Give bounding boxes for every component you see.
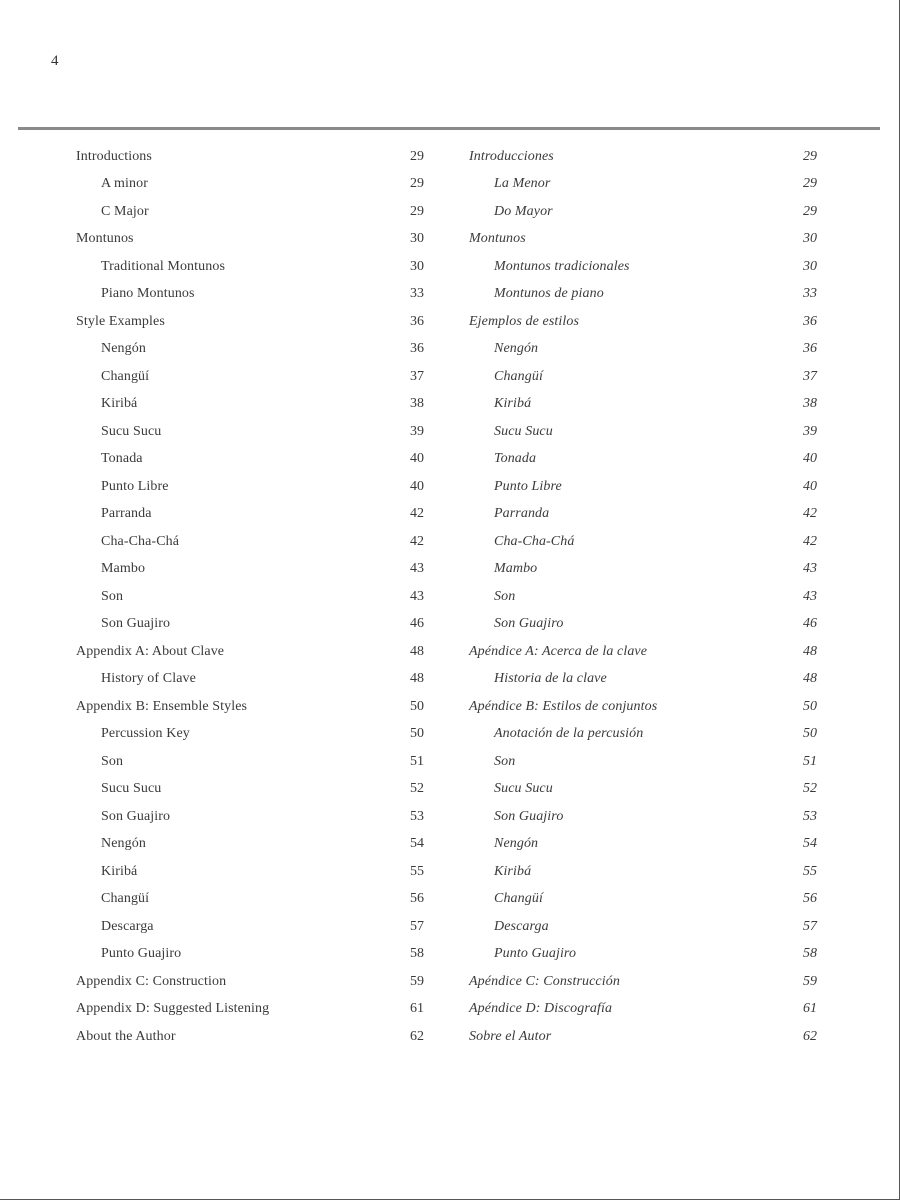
toc-spanish-entry <box>469 941 817 969</box>
toc-spanish-entry <box>469 748 817 776</box>
toc-spanish-entry-page: 62 <box>803 1028 817 1044</box>
toc-spanish-entry-title: Descarga <box>494 918 549 934</box>
toc-english-entry <box>76 418 424 446</box>
toc-spanish-entry-title: Sucu Sucu <box>494 781 553 797</box>
toc-english-entry-title: Kiribá <box>101 863 138 879</box>
toc-spanish-entry-page: 58 <box>803 946 817 962</box>
toc-spanish-entry-page: 59 <box>803 973 817 989</box>
toc-spanish-entry-page: 46 <box>803 616 817 632</box>
toc-spanish-entry <box>469 858 817 886</box>
toc-english-entry-title: Descarga <box>101 918 154 934</box>
toc-english-entry <box>76 666 424 694</box>
toc-english-entry-page: 37 <box>410 368 424 384</box>
toc-english-entry-title: Piano Montunos <box>101 286 195 302</box>
toc-english-entry-page: 42 <box>410 533 424 549</box>
toc-english-column <box>76 143 424 1051</box>
toc-spanish-entry <box>469 143 817 171</box>
toc-english-entry <box>76 501 424 529</box>
toc-spanish-entry-page: 43 <box>803 588 817 604</box>
toc-english-entry-page: 33 <box>410 286 424 302</box>
page-number: 4 <box>51 53 59 69</box>
toc-english-entry-page: 43 <box>410 588 424 604</box>
toc-english-entry <box>76 556 424 584</box>
toc-english-entry <box>76 803 424 831</box>
toc-english-entry <box>76 611 424 639</box>
toc-spanish-entry-title: Son Guajiro <box>494 616 564 632</box>
toc-spanish-entry <box>469 666 817 694</box>
toc-spanish-entry <box>469 501 817 529</box>
toc-spanish-entry-page: 48 <box>803 671 817 687</box>
toc-english-entry <box>76 886 424 914</box>
toc-spanish-entry <box>469 721 817 749</box>
toc-english-entry-title: Percussion Key <box>101 726 190 742</box>
toc-english-entry-title: Son Guajiro <box>101 808 171 824</box>
toc-spanish-entry-title: Kiribá <box>494 863 532 879</box>
toc-spanish-entry <box>469 198 817 226</box>
toc-english-entry-title: Punto Libre <box>101 478 169 494</box>
toc-english-entry <box>76 226 424 254</box>
toc-spanish-entry-page: 29 <box>803 148 817 164</box>
toc-spanish-entry-page: 43 <box>803 561 817 577</box>
toc-spanish-entry <box>469 583 817 611</box>
toc-spanish-entry-title: Changüí <box>494 891 543 907</box>
toc-english-entry-title: Style Examples <box>76 313 165 329</box>
toc-spanish-entry <box>469 336 817 364</box>
toc-spanish-entry-page: 39 <box>803 423 817 439</box>
toc-spanish-entry <box>469 226 817 254</box>
toc-spanish-entry-title: Parranda <box>494 506 550 522</box>
toc-english-entry-title: Tonada <box>101 451 143 467</box>
toc-spanish-entry-title: Sobre el Autor <box>469 1028 552 1044</box>
toc-english-entry-title: Sucu Sucu <box>101 423 162 439</box>
toc-english-entry-page: 58 <box>410 946 424 962</box>
toc-spanish-entry-page: 61 <box>803 1001 817 1017</box>
toc-spanish-entry-title: Anotación de la percusión <box>494 726 644 742</box>
toc-english-entry-title: A minor <box>101 176 148 192</box>
toc-english-entry <box>76 721 424 749</box>
toc-english-entry-page: 48 <box>410 643 424 659</box>
toc-english-entry-page: 50 <box>410 698 424 714</box>
toc-english-entry-title: Sucu Sucu <box>101 781 162 797</box>
toc-english-entry-title: Changüí <box>101 891 150 907</box>
toc-spanish-entry-page: 57 <box>803 918 817 934</box>
toc-spanish-entry-title: Son <box>494 588 516 604</box>
toc-spanish-entry-title: Punto Libre <box>494 478 562 494</box>
toc-english-entry-page: 40 <box>410 478 424 494</box>
toc-english-entry <box>76 968 424 996</box>
toc-english-entry <box>76 336 424 364</box>
toc-english-entry-title: Changüí <box>101 368 150 384</box>
toc-spanish-entry-page: 33 <box>803 286 817 302</box>
toc-spanish-entry <box>469 281 817 309</box>
toc-spanish-entry-page: 48 <box>803 643 817 659</box>
toc-spanish-entry <box>469 968 817 996</box>
toc-english-entry <box>76 308 424 336</box>
toc-spanish-entry-page: 30 <box>803 258 817 274</box>
toc-spanish-entry-title: Montunos tradicionales <box>494 258 630 274</box>
toc-spanish-entry-title: Mambo <box>494 561 538 577</box>
toc-english-entry-page: 53 <box>410 808 424 824</box>
toc-spanish-entry <box>469 171 817 199</box>
toc-english-entry-title: C Major <box>101 203 149 219</box>
toc-spanish-entry-title: Introducciones <box>469 148 554 164</box>
toc-english-entry-title: Introductions <box>76 148 152 164</box>
toc-spanish-column <box>469 143 817 1051</box>
toc-spanish-entry-page: 55 <box>803 863 817 879</box>
toc-spanish-entry-page: 36 <box>803 341 817 357</box>
toc-spanish-entry-title: La Menor <box>494 176 551 192</box>
toc-english-entry-title: Kiribá <box>101 396 138 412</box>
toc-spanish-entry <box>469 1023 817 1051</box>
toc-spanish-entry-title: Sucu Sucu <box>494 423 553 439</box>
toc-english-entry <box>76 1023 424 1051</box>
toc-spanish-entry <box>469 418 817 446</box>
toc-english-entry <box>76 583 424 611</box>
toc-english-entry <box>76 528 424 556</box>
toc-english-entry-page: 57 <box>410 918 424 934</box>
toc-english-entry-page: 40 <box>410 451 424 467</box>
toc-english-entry-page: 36 <box>410 341 424 357</box>
toc-spanish-entry-page: 29 <box>803 203 817 219</box>
toc-spanish-entry-title: Montunos de piano <box>494 286 604 302</box>
toc-spanish-entry-page: 56 <box>803 891 817 907</box>
toc-english-entry-title: Mambo <box>101 561 146 577</box>
toc-spanish-entry <box>469 693 817 721</box>
toc-english-entry-page: 62 <box>410 1028 424 1044</box>
toc-spanish-entry-title: Apéndice C: Construcción <box>469 973 620 989</box>
toc-english-entry-page: 50 <box>410 726 424 742</box>
toc-english-entry-page: 46 <box>410 616 424 632</box>
toc-english-entry <box>76 913 424 941</box>
toc-spanish-entry-title: Changüí <box>494 368 543 384</box>
toc-spanish-entry-page: 40 <box>803 451 817 467</box>
toc-english-entry-page: 30 <box>410 231 424 247</box>
toc-english-entry <box>76 996 424 1024</box>
toc-spanish-entry <box>469 831 817 859</box>
toc-english-entry-title: Punto Guajiro <box>101 946 182 962</box>
toc-spanish-entry-title: Kiribá <box>494 396 532 412</box>
toc-english-entry <box>76 473 424 501</box>
toc-english-entry <box>76 693 424 721</box>
toc-spanish-entry-title: Nengón <box>494 836 539 852</box>
toc-spanish-entry <box>469 996 817 1024</box>
toc-spanish-entry-page: 50 <box>803 726 817 742</box>
toc-english-entry-title: Appendix A: About Clave <box>76 643 225 659</box>
toc-spanish-entry-page: 36 <box>803 313 817 329</box>
toc-english-entry <box>76 776 424 804</box>
toc-english-entry-page: 30 <box>410 258 424 274</box>
toc-spanish-entry <box>469 803 817 831</box>
toc-spanish-entry-title: Apéndice A: Acerca de la clave <box>469 643 648 659</box>
toc-english-entry-title: Appendix C: Construction <box>76 973 227 989</box>
toc-spanish-entry <box>469 528 817 556</box>
toc-english-entry-page: 29 <box>410 176 424 192</box>
toc-spanish-entry <box>469 391 817 419</box>
toc-spanish-entry-page: 38 <box>803 396 817 412</box>
toc-english-entry-page: 38 <box>410 396 424 412</box>
toc-spanish-entry-title: Tonada <box>494 451 537 467</box>
toc-spanish-entry-page: 40 <box>803 478 817 494</box>
toc-english-entry <box>76 253 424 281</box>
toc-spanish-entry-page: 30 <box>803 231 817 247</box>
toc-spanish-entry-title: Cha-Cha-Chá <box>494 533 575 549</box>
toc-spanish-entry-page: 52 <box>803 781 817 797</box>
toc-english-entry-page: 36 <box>410 313 424 329</box>
toc-english-entry-page: 39 <box>410 423 424 439</box>
toc-english-entry-title: Nengón <box>101 836 146 852</box>
toc-english-entry-page: 59 <box>410 973 424 989</box>
toc-spanish-entry-page: 51 <box>803 753 817 769</box>
toc-english-entry <box>76 363 424 391</box>
toc-english-entry-page: 55 <box>410 863 424 879</box>
toc-spanish-entry-page: 50 <box>803 698 817 714</box>
toc-english-entry-page: 29 <box>410 148 424 164</box>
toc-spanish-entry <box>469 308 817 336</box>
toc-english-entry-page: 51 <box>410 753 424 769</box>
toc-english-entry-page: 54 <box>410 836 424 852</box>
toc-english-entry-page: 43 <box>410 561 424 577</box>
toc-spanish-entry-title: Apéndice B: Estilos de conjuntos <box>469 698 658 714</box>
toc-english-entry-title: History of Clave <box>101 671 196 687</box>
toc-spanish-entry <box>469 253 817 281</box>
toc-spanish-entry-title: Son Guajiro <box>494 808 564 824</box>
toc-english-entry <box>76 171 424 199</box>
toc-spanish-entry-title: Nengón <box>494 341 539 357</box>
toc-spanish-entry <box>469 886 817 914</box>
toc-spanish-entry-title: Ejemplos de estilos <box>469 313 579 329</box>
toc-english-entry <box>76 941 424 969</box>
toc-english-entry-title: Parranda <box>101 506 152 522</box>
toc-english-entry-page: 42 <box>410 506 424 522</box>
toc-spanish-entry-title: Montunos <box>469 231 526 247</box>
toc-spanish-entry-title: Apéndice D: Discografía <box>469 1001 613 1017</box>
toc-english-entry-page: 56 <box>410 891 424 907</box>
toc-spanish-entry-title: Punto Guajiro <box>494 946 577 962</box>
toc-spanish-entry-page: 54 <box>803 836 817 852</box>
toc-english-entry <box>76 281 424 309</box>
toc-spanish-entry <box>469 913 817 941</box>
toc-spanish-entry-title: Historia de la clave <box>494 671 607 687</box>
toc-spanish-entry-title: Do Mayor <box>494 203 553 219</box>
toc-spanish-entry-page: 53 <box>803 808 817 824</box>
toc-english-entry <box>76 748 424 776</box>
toc-spanish-entry-title: Son <box>494 753 516 769</box>
toc-english-entry <box>76 638 424 666</box>
toc-english-entry-title: Nengón <box>101 341 146 357</box>
toc-spanish-entry <box>469 776 817 804</box>
toc-english-entry-page: 48 <box>410 671 424 687</box>
toc-english-entry-title: Son <box>101 753 124 769</box>
toc-english-entry-page: 29 <box>410 203 424 219</box>
toc-english-entry-title: Son Guajiro <box>101 616 171 632</box>
toc-english-entry <box>76 198 424 226</box>
toc-english-entry <box>76 831 424 859</box>
toc-spanish-entry-page: 42 <box>803 533 817 549</box>
toc-english-entry-page: 61 <box>410 1001 424 1017</box>
toc-english-entry-title: Montunos <box>76 231 134 247</box>
toc-spanish-entry-page: 42 <box>803 506 817 522</box>
toc-english-entry-title: Son <box>101 588 124 604</box>
toc-spanish-entry <box>469 363 817 391</box>
toc-english-entry-title: Appendix B: Ensemble Styles <box>76 698 248 714</box>
toc-english-entry-title: Cha-Cha-Chá <box>101 533 180 549</box>
toc-english-entry-title: Appendix D: Suggested Listening <box>76 1001 270 1017</box>
toc-english-entry-title: About the Author <box>76 1028 176 1044</box>
toc-english-entry-page: 52 <box>410 781 424 797</box>
toc-english-entry-title: Traditional Montunos <box>101 258 225 274</box>
toc-spanish-entry <box>469 473 817 501</box>
toc-english-entry <box>76 143 424 171</box>
toc-english-entry <box>76 391 424 419</box>
header-rule <box>18 127 880 130</box>
toc-spanish-entry-page: 37 <box>803 368 817 384</box>
toc-english-entry <box>76 858 424 886</box>
toc-english-entry <box>76 446 424 474</box>
toc-spanish-entry <box>469 611 817 639</box>
toc-spanish-entry-page: 29 <box>803 176 817 192</box>
toc-spanish-entry <box>469 446 817 474</box>
toc-spanish-entry <box>469 556 817 584</box>
toc-spanish-entry <box>469 638 817 666</box>
